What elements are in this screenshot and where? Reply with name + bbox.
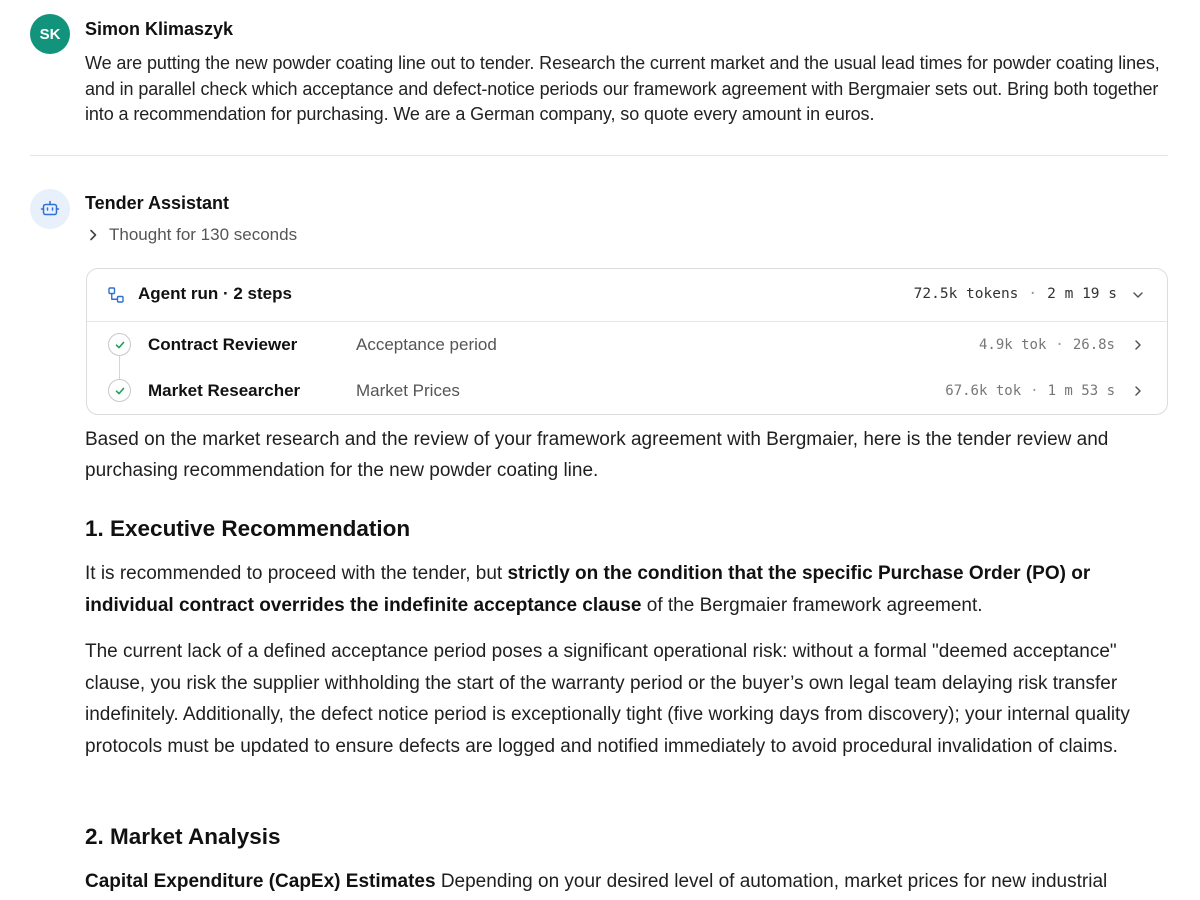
step-name: Contract Reviewer [148, 335, 298, 354]
workflow-icon [107, 286, 125, 304]
chevron-down-icon[interactable] [1131, 288, 1145, 302]
step-duration: 26.8s [1072, 337, 1115, 353]
step-name: Market Researcher [148, 381, 301, 400]
step-duration: 1 m 53 s [1047, 383, 1115, 399]
capex-paragraph [85, 866, 1170, 898]
agent-run-title: Agent run · 2 steps [138, 284, 292, 303]
agent-step-market-researcher[interactable] [87, 368, 1167, 414]
chevron-right-icon [85, 227, 101, 243]
check-icon [114, 385, 126, 397]
thought-toggle[interactable] [85, 225, 297, 245]
step-stats [979, 337, 1115, 353]
agent-run-duration: 2 m 19 s [1047, 286, 1117, 302]
robot-icon [40, 199, 60, 219]
stats-separator: · [1028, 286, 1038, 302]
paragraph-emphasis: strictly on the condition that the specific Purchase Order (PO) or individual contract overrides the indefinite acceptance clause [85, 563, 1091, 616]
agent-run-stats [914, 286, 1117, 302]
user-name: Simon Klimaszyk [85, 19, 234, 39]
message-divider [30, 155, 1168, 156]
agent-run-card [86, 268, 1168, 415]
thought-label: Thought for 130 seconds [109, 225, 298, 244]
agent-run-tokens: 72.5k tokens [913, 286, 1019, 302]
recommendation-paragraph [85, 558, 1170, 621]
agent-step-contract-reviewer[interactable] [87, 322, 1167, 368]
paragraph-text: Depending on your desired level of automation, market prices for new industrial [435, 871, 1108, 892]
assistant-avatar [30, 189, 70, 229]
agent-run-header[interactable] [87, 269, 1167, 322]
risk-paragraph: The current lack of a defined acceptance period poses a significant operational risk: without a formal "deemed acceptance" clause, you risk the supplier withholding the start of the warranty period or the buyer’s own legal team delaying risk transfer indefinitely. Additionally, the defect notice period is exceptionally tight (five working days from discovery); your internal quality protocols must be updated to ensure defects are logged and notified immediately to avoid procedural invalidation of claims. [85, 641, 1130, 757]
chevron-right-icon [1131, 338, 1145, 352]
step-task: Acceptance period [356, 335, 497, 354]
paragraph-emphasis: Capital Expenditure (CapEx) Estimates [85, 871, 436, 892]
step-task: Market Prices [356, 381, 460, 400]
paragraph-text: It is recommended to proceed with the tender, but [85, 563, 508, 584]
user-message-text: We are putting the new powder coating line out to tender. Research the current market and the usual lead times for powder coating lines, and in parallel check which acceptance and defect-notice periods our framework agreement with Bergmaier sets out. Bring both together into a recommendation for purchasing. We are a German company, so quote every amount in euros. [85, 53, 1160, 124]
step-stats [945, 383, 1115, 399]
chevron-right-icon [1131, 384, 1145, 398]
check-icon [114, 339, 126, 351]
user-avatar: SK [30, 14, 70, 54]
stats-separator: · [1030, 383, 1039, 399]
paragraph-text: of the Bergmaier framework agreement. [641, 594, 983, 616]
step-tokens: 4.9k tok [978, 337, 1047, 353]
step-status-done [108, 379, 131, 402]
stats-separator: · [1055, 337, 1064, 353]
response-intro: Based on the market research and the review of your framework agreement with Bergmaier, here is the tender review and purchasing recommendation for the new powder coating line. [85, 429, 1109, 481]
section-heading-market-analysis: 2. Market Analysis [85, 824, 281, 849]
section-heading-recommendation: 1. Executive Recommendation [85, 516, 411, 541]
step-tokens: 67.6k tok [945, 383, 1022, 399]
assistant-name: Tender Assistant [85, 193, 230, 213]
step-status-done [108, 333, 131, 356]
